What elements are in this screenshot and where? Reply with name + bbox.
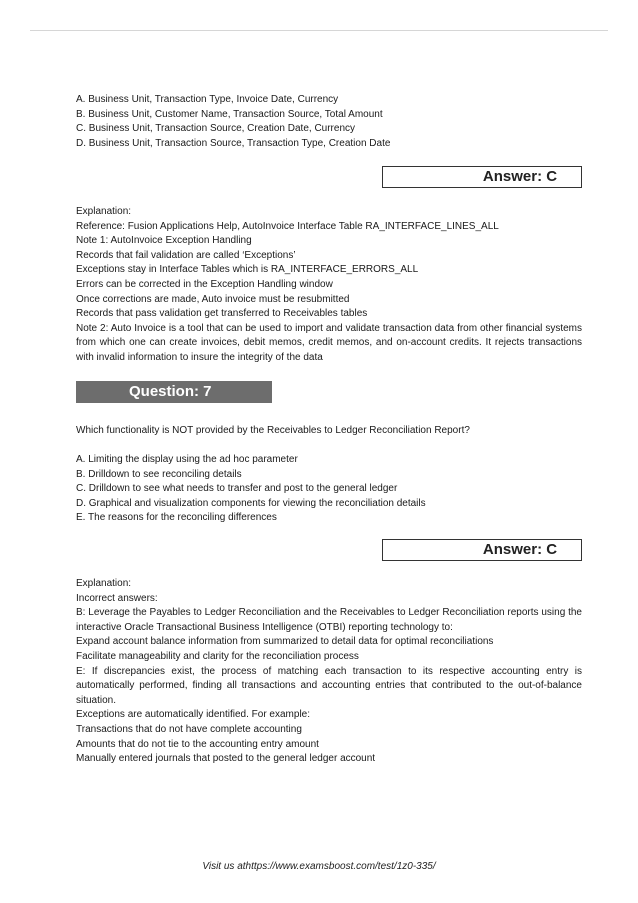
q6-option-b: B. Business Unit, Customer Name, Transaction Source, Total Amount: [76, 108, 383, 120]
q7-option-e: E. The reasons for the reconciling differences: [76, 512, 277, 524]
q7-para-e: E: If discrepancies exist, the process of matching each transaction to its respective accounting entry is automatically performed, finding all transactions and accounting entries that contributed to the out-of-balance situation.: [76, 665, 582, 706]
q7-option-a: A. Limiting the display using the ad hoc parameter: [76, 454, 298, 465]
q7-expl-line: Manually entered journals that posted to the general ledger account: [76, 753, 376, 765]
q7-expl-line: Exceptions are automatically identified. For example:: [76, 709, 311, 721]
q7-answer-box: [382, 539, 582, 561]
q7-option-c: C. Drilldown to see what needs to transfer and post to the general ledger: [76, 483, 398, 495]
q6-note2: Note 2: Auto Invoice is a tool that can be used to import and validate transaction data from other financial systems from which one can create invoices, debit memos, credit memos, and on-account credits. It rejects transactions with invalid information to insure the integrity of the data: [76, 322, 582, 363]
q7-para-b: B: Leverage the Payables to Ledger Reconciliation and the Receivables to Ledger Reconciliation reports using the interactive Oracle Transactional Business Intelligence (OTBI) reporting technology to:: [76, 607, 582, 633]
q6-expl-line: Exceptions stay in Interface Tables which is RA_INTERFACE_ERRORS_ALL: [76, 264, 419, 276]
q6-explanation: [76, 205, 582, 366]
q6-expl-line: Note 1: AutoInvoice Exception Handling: [76, 235, 252, 247]
q7-heading-bar: [76, 381, 272, 403]
q7-expl-line: Transactions that do not have complete accounting: [76, 723, 302, 735]
q6-option-c: C. Business Unit, Transaction Source, Creation Date, Currency: [76, 123, 356, 135]
q6-expl-line: Reference: Fusion Applications Help, AutoInvoice Interface Table RA_INTERFACE_LINES_ALL: [76, 220, 499, 232]
q7-question: [76, 424, 582, 439]
q7-options: [76, 453, 582, 526]
q6-option-a: A. Business Unit, Transaction Type, Invoice Date, Currency: [76, 94, 339, 105]
q6-answer-box: [382, 166, 582, 188]
q7-answer: Answer: C: [482, 540, 558, 558]
q6-expl-line: Errors can be corrected in the Exception Handling window: [76, 278, 333, 290]
q7-option-d: D. Graphical and visualization components for viewing the reconciliation details: [76, 497, 426, 509]
q6-answer: Answer: C: [482, 167, 558, 185]
q7-question-text: Which functionality is NOT provided by the Receivables to Ledger Reconciliation Report?: [76, 425, 470, 436]
q7-explanation: [76, 577, 582, 767]
q6-option-d: D. Business Unit, Transaction Source, Transaction Type, Creation Date: [76, 137, 391, 149]
footer-link[interactable]: Visit us athttps://www.examsboost.com/test/1z0-335/: [202, 861, 436, 872]
q7-expl-line: Expand account balance information from summarized to detail data for optimal reconciliations: [76, 636, 494, 648]
q6-options: [76, 93, 582, 151]
q6-expl-line: Explanation:: [76, 206, 132, 217]
q7-expl-line: Incorrect answers:: [76, 592, 158, 604]
top-divider: [30, 30, 608, 31]
q6-expl-line: Once corrections are made, Auto invoice must be resubmitted: [76, 293, 350, 305]
q7-expl-line: Facilitate manageability and clarity for the reconciliation process: [76, 650, 359, 662]
q6-expl-line: Records that pass validation get transferred to Receivables tables: [76, 308, 368, 320]
q7-expl-line: Amounts that do not tie to the accounting entry amount: [76, 738, 319, 750]
q7-heading: Question: 7: [129, 382, 212, 400]
q7-option-b: B. Drilldown to see reconciling details: [76, 468, 242, 480]
q7-expl-line: Explanation:: [76, 578, 132, 589]
q6-expl-line: Records that fail validation are called ‘Exceptions’: [76, 249, 296, 261]
